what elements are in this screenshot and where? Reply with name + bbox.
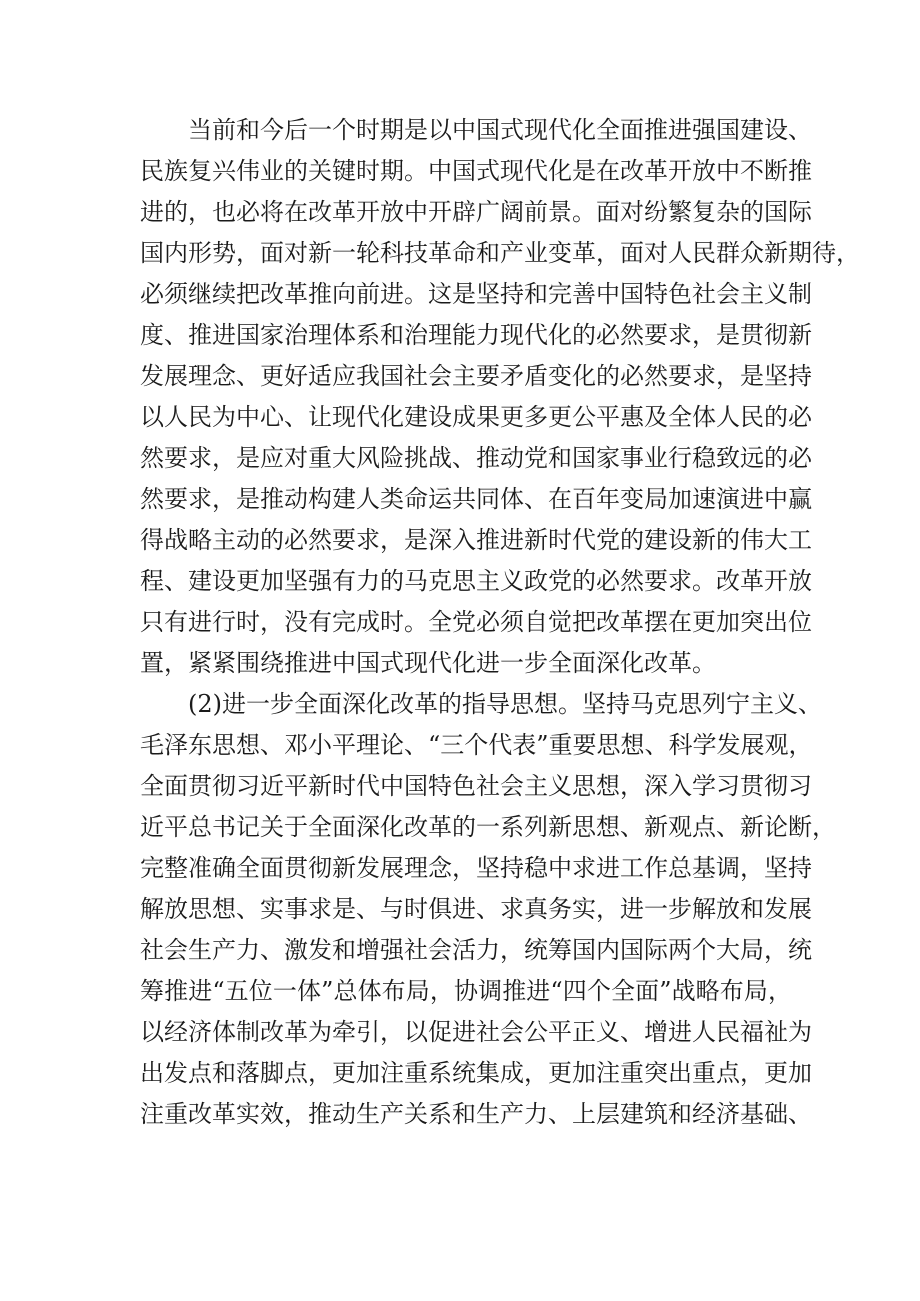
paragraph-line: 出发点和落脚点，更加注重系统集成，更加注重突出重点，更加 [140, 1059, 812, 1087]
paragraph-line: 只有进行时，没有完成时。全党必须自觉把改革摆在更加突出位 [140, 608, 812, 636]
paragraph-line: 注重改革实效，推动生产关系和生产力、上层建筑和经济基础、 [140, 1100, 812, 1128]
paragraph-line: 然要求，是应对重大风险挑战、推动党和国家事业行稳致远的必 [140, 444, 812, 472]
paragraph-1 [140, 110, 860, 684]
paragraph-line: 社会生产力、激发和增强社会活力，统筹国内国际两个大局，统 [140, 936, 812, 964]
paragraph-line: 发展理念、更好适应我国社会主要矛盾变化的必然要求，是坚持 [140, 362, 812, 390]
paragraph-line: 国内形势，面对新一轮科技革命和产业变革，面对人民群众新期待， [140, 239, 860, 267]
paragraph-line: 必须继续把改革推向前进。这是坚持和完善中国特色社会主义制 [140, 280, 812, 308]
paragraph-line: 解放思想、实事求是、与时俱进、求真务实，进一步解放和发展 [140, 895, 812, 923]
paragraph-line: 进的，也必将在改革开放中开辟广阔前景。面对纷繁复杂的国际 [140, 198, 812, 226]
paragraph-line: 置，紧紧围绕推进中国式现代化进一步全面深化改革。 [140, 649, 716, 677]
paragraph-line: 然要求，是推动构建人类命运共同体、在百年变局加速演进中赢 [140, 485, 812, 513]
paragraph-line: 以经济体制改革为牵引，以促进社会公平正义、增进人民福祉为 [140, 1018, 812, 1046]
paragraph-line: 民族复兴伟业的关键时期。中国式现代化是在改革开放中不断推 [140, 157, 812, 185]
paragraph-line: 全面贯彻习近平新时代中国特色社会主义思想，深入学习贯彻习 [140, 772, 812, 800]
paragraph-line: 近平总书记关于全面深化改革的一系列新思想、新观点、新论断， [140, 813, 836, 841]
paragraph-line: 完整准确全面贯彻新发展理念，坚持稳中求进工作总基调，坚持 [140, 854, 812, 882]
paragraph-line: 以人民为中心、让现代化建设成果更多更公平惠及全体人民的必 [140, 403, 812, 431]
paragraph-line: 度、推进国家治理体系和治理能力现代化的必然要求，是贯彻新 [140, 321, 812, 349]
paragraph-line: 得战略主动的必然要求，是深入推进新时代党的建设新的伟大工 [140, 526, 812, 554]
paragraph-line: 程、建设更加坚强有力的马克思主义政党的必然要求。改革开放 [140, 567, 812, 595]
paragraph-line: (2)进一步全面深化改革的指导思想。坚持马克思列宁主义、 [188, 690, 822, 718]
paragraph-2 [140, 684, 836, 1135]
document-body [140, 110, 860, 1135]
paragraph-line: 当前和今后一个时期是以中国式现代化全面推进强国建设、 [188, 116, 812, 144]
paragraph-line: 筹推进“五位一体”总体布局，协调推进“四个全面”战略布局， [140, 977, 792, 1005]
paragraph-line: 毛泽东思想、邓小平理论、“三个代表”重要思想、科学发展观， [140, 731, 813, 759]
